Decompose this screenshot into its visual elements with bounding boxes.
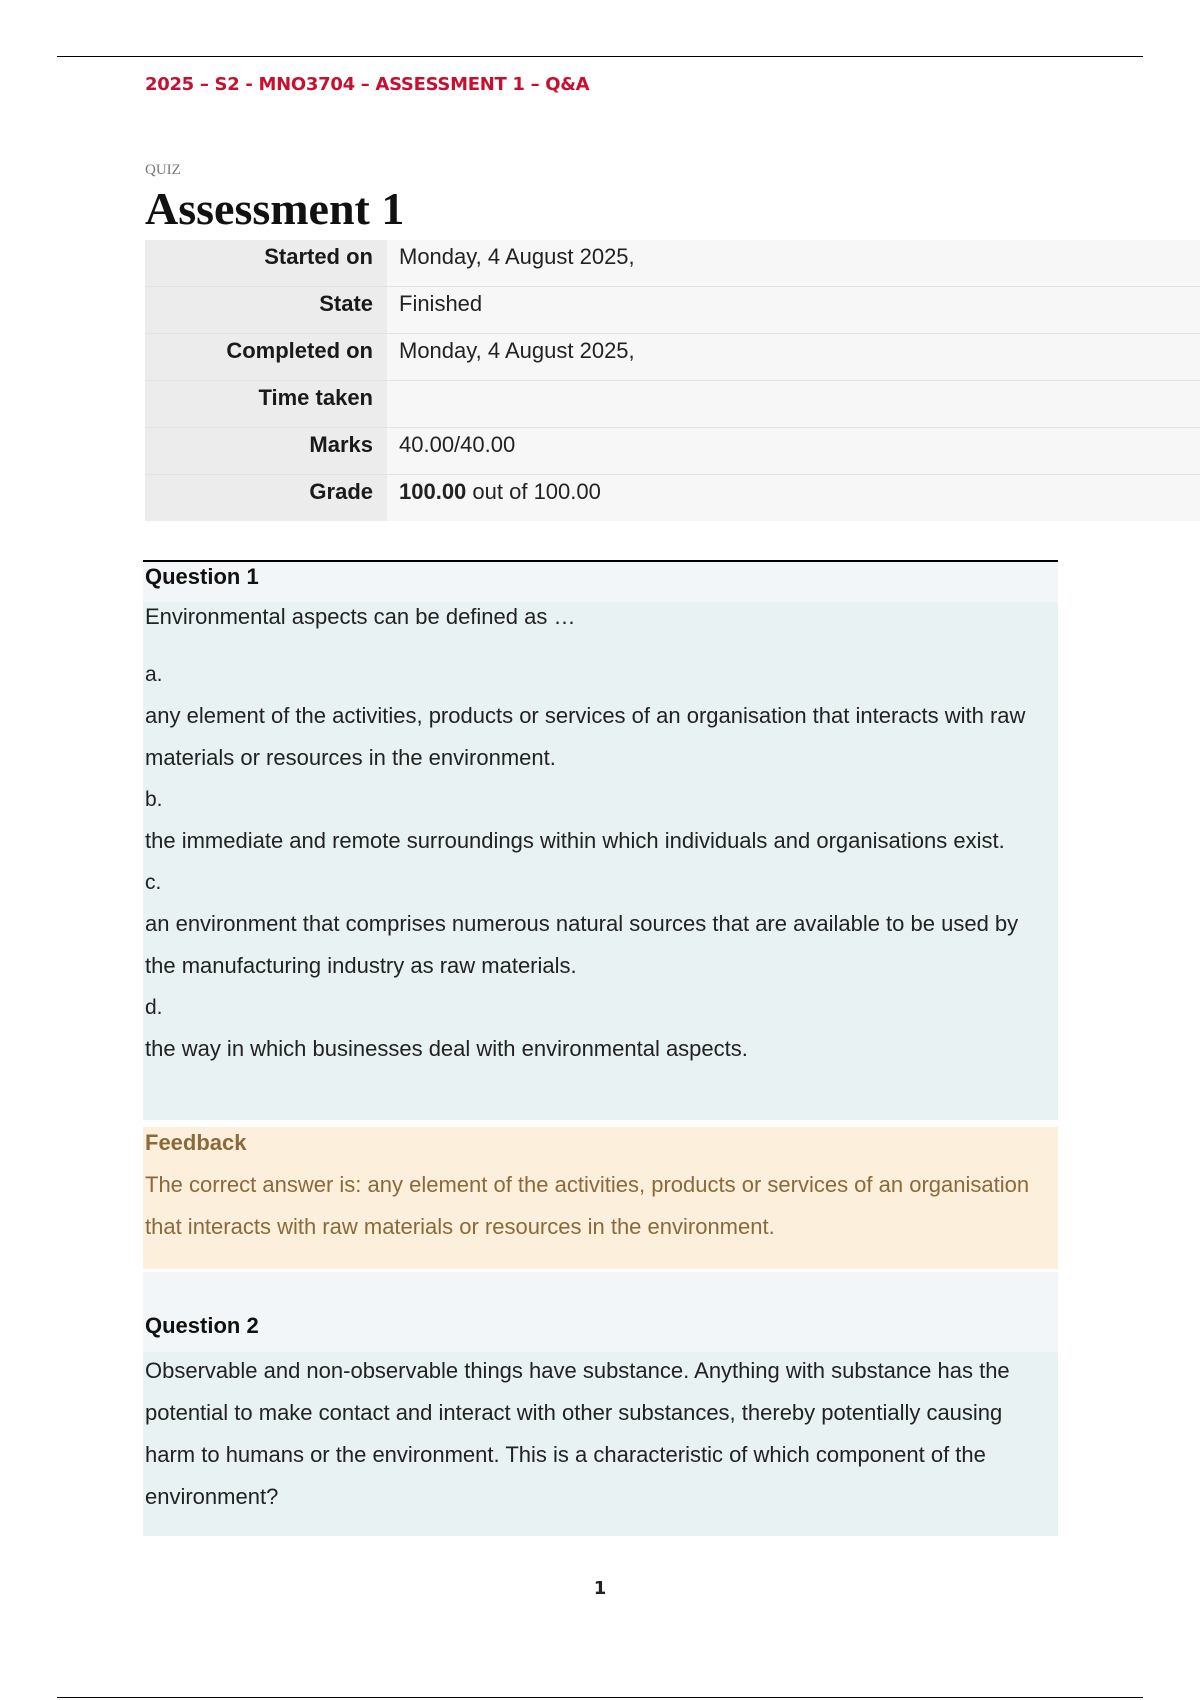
option-b-letter: b. bbox=[145, 788, 163, 811]
summary-value: 40.00/40.00 bbox=[387, 428, 1200, 474]
summary-row-completed bbox=[145, 333, 1200, 380]
bottom-rule bbox=[57, 1697, 1143, 1698]
option-c-letter: c. bbox=[145, 871, 162, 894]
option-a-letter: a. bbox=[145, 663, 163, 686]
question-1-header-band bbox=[143, 562, 1058, 602]
option-c-text[interactable]: an environment that comprises numerous natural sources that are available to be used by the manufacturing industry as raw materials. bbox=[145, 911, 1019, 978]
summary-row-state bbox=[145, 286, 1200, 333]
quiz-label: QUIZ bbox=[145, 162, 181, 178]
summary-value: Monday, 4 August 2025, bbox=[387, 240, 1200, 286]
summary-value: Monday, 4 August 2025, bbox=[387, 334, 1200, 380]
page-title: Assessment 1 bbox=[145, 183, 405, 234]
top-rule bbox=[57, 56, 1143, 57]
option-a-text[interactable]: any element of the activities, products or services of an organisation that interacts with raw materials or resources in the environment. bbox=[145, 703, 1026, 770]
summary-label: Completed on bbox=[145, 334, 387, 380]
feedback-title: Feedback bbox=[145, 1130, 247, 1155]
summary-row-time-taken bbox=[145, 380, 1200, 427]
question-1-heading: Question 1 bbox=[145, 564, 259, 589]
question-1-feedback bbox=[143, 1127, 1058, 1269]
summary-row-grade bbox=[145, 474, 1200, 521]
summary-label: Time taken bbox=[145, 381, 387, 427]
summary-row-started bbox=[145, 240, 1200, 286]
document-header: 2025 – S2 - MNO3704 – ASSESSMENT 1 – Q&A bbox=[145, 74, 590, 95]
summary-label: State bbox=[145, 287, 387, 333]
option-d-letter: d. bbox=[145, 996, 163, 1019]
question-2-header-band bbox=[143, 1272, 1058, 1352]
question-2-heading: Question 2 bbox=[145, 1313, 259, 1338]
summary-value bbox=[387, 381, 1200, 427]
grade-out-of: out of 100.00 bbox=[466, 479, 601, 504]
question-1-text: Environmental aspects can be defined as … bbox=[145, 604, 576, 629]
question-2-text: Observable and non-observable things have substance. Anything with substance has the potential to make contact and interact with other substances, thereby potentially causing harm to humans or the environment. This is a characteristic of which component of the environment? bbox=[145, 1358, 1010, 1509]
option-b-text[interactable]: the immediate and remote surroundings within which individuals and organisations exist. bbox=[145, 828, 1005, 853]
summary-label: Marks bbox=[145, 428, 387, 474]
page-number: 1 bbox=[593, 1578, 607, 1599]
attempt-summary-table bbox=[145, 240, 1200, 521]
question-1-body bbox=[143, 602, 1058, 1120]
summary-label: Started on bbox=[145, 240, 387, 286]
question-2-body bbox=[143, 1352, 1058, 1536]
summary-row-marks bbox=[145, 427, 1200, 474]
summary-value: Finished bbox=[387, 287, 1200, 333]
summary-value bbox=[387, 475, 1200, 521]
grade-score: 100.00 bbox=[399, 479, 467, 504]
option-d-text[interactable]: the way in which businesses deal with environmental aspects. bbox=[145, 1036, 748, 1061]
summary-label: Grade bbox=[145, 475, 387, 521]
feedback-text: The correct answer is: any element of the activities, products or services of an organisation that interacts with raw materials or resources in the environment. bbox=[145, 1172, 1030, 1239]
